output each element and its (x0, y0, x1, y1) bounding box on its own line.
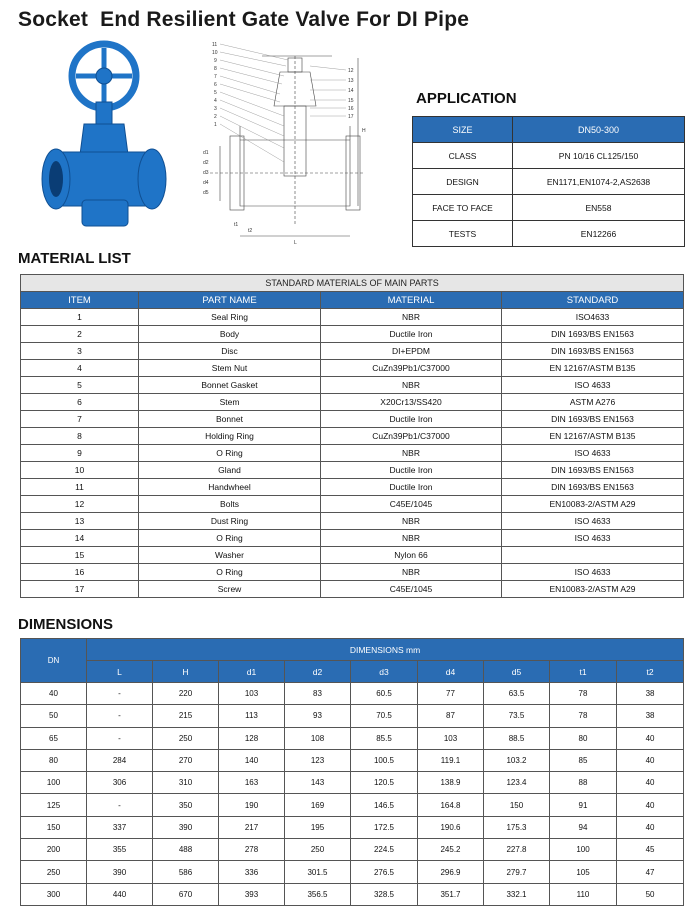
table-cell: 38 (617, 683, 684, 705)
table-cell: 7 (21, 411, 139, 428)
application-heading: APPLICATION (416, 90, 517, 107)
table-cell: 80 (550, 727, 617, 749)
drawing-label: 1 (214, 122, 217, 128)
table-cell: 113 (219, 705, 285, 727)
table-cell: NBR (321, 564, 502, 581)
table-cell: DI+EPDM (321, 343, 502, 360)
table-cell: 284 (87, 749, 153, 771)
drawing-label: 4 (214, 98, 217, 104)
table-cell: SIZE (413, 117, 513, 143)
dimensions-table (20, 638, 684, 906)
table-cell: 300 (21, 883, 87, 905)
drawing-label: L (294, 240, 297, 246)
drawing-label: 5 (214, 90, 217, 96)
table-cell: 78 (550, 683, 617, 705)
table-cell: 336 (219, 861, 285, 883)
table-cell: 14 (21, 530, 139, 547)
table-row (21, 530, 684, 547)
table-row (21, 772, 684, 794)
table-cell: 138.9 (418, 772, 484, 794)
drawing-label: 15 (348, 98, 354, 104)
table-cell: 164.8 (418, 794, 484, 816)
table-cell: 103 (219, 683, 285, 705)
table-cell: 150 (484, 794, 550, 816)
table-cell: 73.5 (484, 705, 550, 727)
table-cell: 140 (219, 749, 285, 771)
drawing-label: 14 (348, 88, 354, 94)
table-caption-row (21, 275, 684, 292)
table-cell: 301.5 (285, 861, 351, 883)
table-cell: Nylon 66 (321, 547, 502, 564)
table-cell: 3 (21, 343, 139, 360)
table-cell: 1 (21, 309, 139, 326)
table-cell: 670 (153, 883, 219, 905)
table-cell: 77 (418, 683, 484, 705)
table-row (21, 581, 684, 598)
table-cell: TESTS (413, 221, 513, 247)
table-cell: 45 (617, 839, 684, 861)
table-cell: 103.2 (484, 749, 550, 771)
table-cell: 38 (617, 705, 684, 727)
table-cell: 40 (21, 683, 87, 705)
table-cell: DN50-300 (513, 117, 685, 143)
table-row (21, 479, 684, 496)
table-row (21, 727, 684, 749)
table-cell: 50 (21, 705, 87, 727)
table-cell: 40 (617, 749, 684, 771)
application-table (412, 116, 685, 247)
drawing-label: 9 (214, 58, 217, 64)
table-cell: ASTM A276 (502, 394, 684, 411)
table-row (21, 394, 684, 411)
table-cell: 8 (21, 428, 139, 445)
table-caption: STANDARD MATERIALS OF MAIN PARTS (21, 275, 684, 292)
table-cell: 306 (87, 772, 153, 794)
table-cell: DIN 1693/BS EN1563 (502, 479, 684, 496)
table-row (413, 195, 685, 221)
drawing-label: 7 (214, 74, 217, 80)
table-cell: NBR (321, 377, 502, 394)
table-cell: 123.4 (484, 772, 550, 794)
table-row (21, 547, 684, 564)
table-row (21, 749, 684, 771)
table-cell: 63.5 (484, 683, 550, 705)
table-row (21, 462, 684, 479)
table-cell: Gland (139, 462, 321, 479)
table-cell: 91 (550, 794, 617, 816)
column-header: d4 (418, 661, 484, 683)
table-cell: 103 (418, 727, 484, 749)
table-cell: 65 (21, 727, 87, 749)
table-cell: 105 (550, 861, 617, 883)
dimensions-table-body (21, 683, 684, 906)
table-cell: CuZn39Pb1/C37000 (321, 428, 502, 445)
table-cell: 108 (285, 727, 351, 749)
table-row (413, 221, 685, 247)
table-cell: CuZn39Pb1/C37000 (321, 360, 502, 377)
drawing-label: d3 (203, 170, 209, 176)
table-cell: 17 (21, 581, 139, 598)
column-header: PART NAME (139, 292, 321, 309)
table-cell: 217 (219, 816, 285, 838)
table-cell: O Ring (139, 445, 321, 462)
table-cell: 332.1 (484, 883, 550, 905)
table-cell: 390 (153, 816, 219, 838)
table-cell: 172.5 (351, 816, 418, 838)
table-cell: Handwheel (139, 479, 321, 496)
table-cell: 100.5 (351, 749, 418, 771)
table-cell: 586 (153, 861, 219, 883)
table-cell: 60.5 (351, 683, 418, 705)
table-row (21, 564, 684, 581)
table-cell: Holding Ring (139, 428, 321, 445)
drawing-label: d5 (203, 190, 209, 196)
table-header-row (21, 661, 684, 683)
table-cell: 163 (219, 772, 285, 794)
table-cell: 85.5 (351, 727, 418, 749)
table-cell: C45E/1045 (321, 581, 502, 598)
table-cell: NBR (321, 309, 502, 326)
table-row (21, 377, 684, 394)
table-cell: Ductile Iron (321, 411, 502, 428)
table-cell: 250 (285, 839, 351, 861)
table-cell: X20Cr13/SS420 (321, 394, 502, 411)
table-cell: 356.5 (285, 883, 351, 905)
table-row (21, 326, 684, 343)
table-cell: 310 (153, 772, 219, 794)
table-cell: 16 (21, 564, 139, 581)
table-cell: 296.9 (418, 861, 484, 883)
table-cell: 47 (617, 861, 684, 883)
table-cell: EN1171,EN1074-2,AS2638 (513, 169, 685, 195)
table-cell: 390 (87, 861, 153, 883)
table-cell: 169 (285, 794, 351, 816)
table-cell: 250 (21, 861, 87, 883)
table-cell: 200 (21, 839, 87, 861)
table-cell: 128 (219, 727, 285, 749)
table-cell: 6 (21, 394, 139, 411)
table-cell: 120.5 (351, 772, 418, 794)
table-cell: - (87, 794, 153, 816)
table-row (21, 794, 684, 816)
column-header: d5 (484, 661, 550, 683)
table-cell: 70.5 (351, 705, 418, 727)
table-cell: NBR (321, 530, 502, 547)
table-row (21, 309, 684, 326)
table-cell: 40 (617, 816, 684, 838)
table-row (21, 883, 684, 905)
drawing-label: d1 (203, 150, 209, 156)
table-row (21, 816, 684, 838)
table-cell: DIN 1693/BS EN1563 (502, 343, 684, 360)
table-row (21, 360, 684, 377)
table-cell: 9 (21, 445, 139, 462)
table-cell: 83 (285, 683, 351, 705)
table-cell: EN558 (513, 195, 685, 221)
table-cell: 50 (617, 883, 684, 905)
table-cell: 220 (153, 683, 219, 705)
table-cell: Bonnet Gasket (139, 377, 321, 394)
column-header: ITEM (21, 292, 139, 309)
table-cell: Body (139, 326, 321, 343)
table-cell: NBR (321, 445, 502, 462)
table-cell: 40 (617, 794, 684, 816)
table-cell: Bonnet (139, 411, 321, 428)
drawing-label: 16 (348, 106, 354, 112)
column-group-header: DIMENSIONS mm (87, 639, 684, 661)
table-cell: 5 (21, 377, 139, 394)
material-table (20, 274, 684, 598)
table-cell: 270 (153, 749, 219, 771)
table-cell: 87 (418, 705, 484, 727)
table-cell: NBR (321, 513, 502, 530)
table-cell: 250 (153, 727, 219, 749)
table-cell: 78 (550, 705, 617, 727)
drawing-label: d2 (203, 160, 209, 166)
drawing-label: H (362, 128, 366, 134)
table-cell: ISO 4633 (502, 445, 684, 462)
table-row (21, 343, 684, 360)
drawing-label: 3 (214, 106, 217, 112)
table-cell: 93 (285, 705, 351, 727)
table-cell: ISO 4633 (502, 564, 684, 581)
column-header: L (87, 661, 153, 683)
table-cell: 393 (219, 883, 285, 905)
table-cell: 245.2 (418, 839, 484, 861)
table-row (21, 683, 684, 705)
table-cell: 110 (550, 883, 617, 905)
column-header: t1 (550, 661, 617, 683)
table-row (21, 496, 684, 513)
table-cell: 175.3 (484, 816, 550, 838)
table-cell: 146.5 (351, 794, 418, 816)
table-cell: DESIGN (413, 169, 513, 195)
table-cell: 2 (21, 326, 139, 343)
table-cell: Bolts (139, 496, 321, 513)
table-cell: 125 (21, 794, 87, 816)
table-cell: 100 (21, 772, 87, 794)
table-cell: C45E/1045 (321, 496, 502, 513)
valve-photo (38, 40, 168, 240)
table-cell: 337 (87, 816, 153, 838)
table-cell: O Ring (139, 530, 321, 547)
table-header-row (21, 639, 684, 661)
column-header: t2 (617, 661, 684, 683)
table-cell: Ductile Iron (321, 462, 502, 479)
table-cell: DIN 1693/BS EN1563 (502, 326, 684, 343)
column-header-dn: DN (21, 639, 87, 683)
drawing-label: 8 (214, 66, 217, 72)
table-cell: Ductile Iron (321, 479, 502, 496)
table-row (21, 839, 684, 861)
table-cell: FACE TO FACE (413, 195, 513, 221)
column-header: d3 (351, 661, 418, 683)
table-cell: 88 (550, 772, 617, 794)
table-cell: 351.7 (418, 883, 484, 905)
table-cell: 488 (153, 839, 219, 861)
column-header: d2 (285, 661, 351, 683)
table-cell: 11 (21, 479, 139, 496)
table-cell: 88.5 (484, 727, 550, 749)
table-row (413, 169, 685, 195)
table-cell: Screw (139, 581, 321, 598)
table-cell: 195 (285, 816, 351, 838)
table-cell: EN10083-2/ASTM A29 (502, 496, 684, 513)
drawing-label: 17 (348, 114, 354, 120)
table-cell: 85 (550, 749, 617, 771)
table-cell (502, 547, 684, 564)
drawing-label: 13 (348, 78, 354, 84)
table-cell: Ductile Iron (321, 326, 502, 343)
table-cell: - (87, 683, 153, 705)
drawing-label: t2 (248, 228, 253, 234)
table-cell: CLASS (413, 143, 513, 169)
table-cell: - (87, 705, 153, 727)
table-cell: EN10083-2/ASTM A29 (502, 581, 684, 598)
table-row (21, 861, 684, 883)
table-cell: 40 (617, 727, 684, 749)
table-cell: 150 (21, 816, 87, 838)
table-cell: - (87, 727, 153, 749)
column-header: d1 (219, 661, 285, 683)
column-header: H (153, 661, 219, 683)
table-cell: 350 (153, 794, 219, 816)
table-cell: ISO4633 (502, 309, 684, 326)
drawing-label: d4 (203, 180, 209, 186)
drawing-label: 2 (214, 114, 217, 120)
table-cell: 190.6 (418, 816, 484, 838)
page-title: Socket End Resilient Gate Valve For DI Pipe (18, 8, 470, 31)
table-row (21, 411, 684, 428)
table-cell: PN 10/16 CL125/150 (513, 143, 685, 169)
table-cell: 278 (219, 839, 285, 861)
drawing-label: 12 (348, 68, 354, 74)
table-row (21, 513, 684, 530)
dimensions-heading: DIMENSIONS (18, 616, 114, 633)
table-cell: 276.5 (351, 861, 418, 883)
table-cell: 40 (617, 772, 684, 794)
table-cell: 227.8 (484, 839, 550, 861)
table-cell: EN12266 (513, 221, 685, 247)
table-row (413, 143, 685, 169)
material-table-body (21, 309, 684, 598)
table-header-row (21, 292, 684, 309)
cross-section-drawing (200, 36, 372, 248)
column-header: MATERIAL (321, 292, 502, 309)
table-cell: EN 12167/ASTM B135 (502, 428, 684, 445)
drawing-label: 6 (214, 82, 217, 88)
table-cell: 4 (21, 360, 139, 377)
table-cell: ISO 4633 (502, 530, 684, 547)
table-cell: DIN 1693/BS EN1563 (502, 411, 684, 428)
table-cell: 215 (153, 705, 219, 727)
table-cell: ISO 4633 (502, 377, 684, 394)
table-cell: 100 (550, 839, 617, 861)
table-cell: 94 (550, 816, 617, 838)
table-cell: 328.5 (351, 883, 418, 905)
table-cell: 123 (285, 749, 351, 771)
drawing-label: 10 (212, 50, 218, 56)
table-cell: DIN 1693/BS EN1563 (502, 462, 684, 479)
column-header: STANDARD (502, 292, 684, 309)
table-cell: 224.5 (351, 839, 418, 861)
table-cell: 279.7 (484, 861, 550, 883)
table-cell: Dust Ring (139, 513, 321, 530)
table-cell: EN 12167/ASTM B135 (502, 360, 684, 377)
drawing-label: t1 (234, 222, 239, 228)
table-cell: 355 (87, 839, 153, 861)
table-cell: Washer (139, 547, 321, 564)
table-row (21, 705, 684, 727)
table-cell: 15 (21, 547, 139, 564)
table-row (21, 428, 684, 445)
table-cell: 190 (219, 794, 285, 816)
table-cell: 440 (87, 883, 153, 905)
material-list-heading: MATERIAL LIST (18, 250, 131, 267)
table-cell: 12 (21, 496, 139, 513)
table-cell: Stem (139, 394, 321, 411)
table-row (413, 117, 685, 143)
table-cell: 80 (21, 749, 87, 771)
table-cell: 119.1 (418, 749, 484, 771)
table-cell: 13 (21, 513, 139, 530)
table-cell: 10 (21, 462, 139, 479)
table-cell: Stem Nut (139, 360, 321, 377)
table-row (21, 445, 684, 462)
table-cell: O Ring (139, 564, 321, 581)
drawing-label: 11 (212, 42, 218, 48)
table-cell: Seal Ring (139, 309, 321, 326)
table-cell: 143 (285, 772, 351, 794)
table-cell: ISO 4633 (502, 513, 684, 530)
table-cell: Disc (139, 343, 321, 360)
